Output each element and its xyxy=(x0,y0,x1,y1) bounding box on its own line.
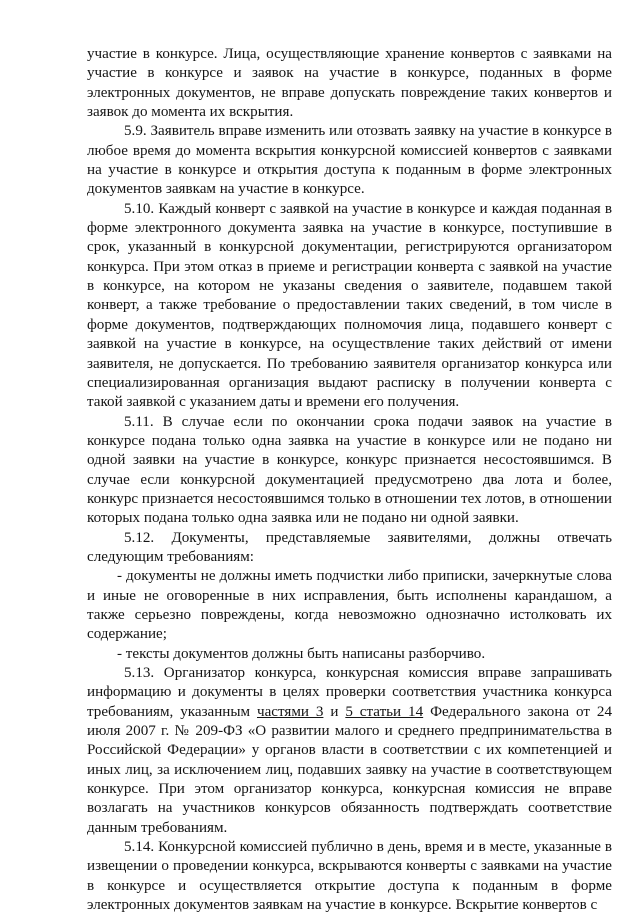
document-page xyxy=(87,45,612,915)
paragraph-continuation: участие в конкурсе. Лица, осуществляющие хранение конвертов с заявками на участие в конкурсе и заявок на участие в конкурсе, поданных в форме электронных документов, не вправе допускать повреждение таких конвертов и заявок до момента их вскрытия. xyxy=(87,46,612,121)
paragraph-5-13 xyxy=(87,664,612,838)
paragraph-5-13-text-before: 5.13. Организатор конкурса, конкурсная комиссия вправе запрашивать информацию и документы в целях проверки соответствия участника конкурса требованиям, указанным xyxy=(87,665,612,720)
requirement-item-2: - тексты документов должны быть написаны разборчиво. xyxy=(117,645,486,662)
paragraph-5-11: 5.11. В случае если по окончании срока подачи заявок на участие в конкурсе подана только одна заявка на участие в конкурсе или не подано ни одной заявки на участие в конкурсе, конкурс признается несостоявшимся. В случае если конкурсной документацией предусмотрено два лота и более, конкурс признается несостоявшимся только в отношении тех лотов, в отношении которых подана только одна заявка или не подано ни одной заявки. xyxy=(87,413,612,527)
paragraph-5-10: 5.10. Каждый конверт с заявкой на участие в конкурсе и каждая поданная в форме электронного документа заявка на участие в конкурсе, поступившие в срок, указанный в конкурсной документации, регистрируются организатором конкурса. При этом отказ в приеме и регистрации конверта с заявкой на участие в конкурсе, на котором не указаны сведения о заявителе, подавшем такой конверт, а также требование о предоставлении таких сведений, в том числе в форме документов, подтверждающих полномочия лица, подавшего конверт с заявкой на участие в конкурсе, на осуществление таких действий от имени заявителя, не допускается. По требованию заявителя организатор конкурса или специализированная организация выдают расписку в получении конверта с такой заявкой с указанием даты и времени его получения. xyxy=(87,200,612,411)
paragraph-5-13-text-after: Федерального закона от 24 июля 2007 г. № 209-ФЗ «О развитии малого и среднего предпринимательства в Российской Федерации» у органов власти в соответствии с их компетенцией и иных лиц, за исключением лиц, подавших заявку на участие в соответствующем конкурсе. При этом организатор конкурса, конкурсная комиссия не вправе возлагать на участников конкурсов обязанность подтверждать соответствие данным требованиям. xyxy=(87,703,612,836)
requirement-item-1: - документы не должны иметь подчистки либо приписки, зачеркнутые слова и иные не оговоренные в них исправления, быть исполнены карандашом, а также серьезно повреждены, когда невозможно однозначно истолковать их содержание; xyxy=(87,568,612,643)
paragraph-5-14: 5.14. Конкурсной комиссией публично в день, время и в месте, указанные в извещении о проведении конкурса, вскрываются конверты с заявками на участие в конкурсе и осуществляется открытие доступа к поданным в форме электронных документов заявкам на участие в конкурсе. Вскрытие конвертов с xyxy=(87,839,612,914)
law-reference-link-article-14[interactable]: 5 статьи 14 xyxy=(345,703,424,720)
law-reference-link-parts-3[interactable]: частями 3 xyxy=(257,703,324,720)
paragraph-5-9: 5.9. Заявитель вправе изменить или отозвать заявку на участие в конкурсе в любое время до момента вскрытия конкурсной комиссией конвертов с заявками на участие в конкурсе и открытия доступа к поданным в форме электронных документов заявкам на участие в конкурсе. xyxy=(87,123,612,198)
paragraph-5-12: 5.12. Документы, представляемые заявителями, должны отвечать следующим требованиям: xyxy=(87,529,612,565)
paragraph-5-13-text-mid: и xyxy=(323,703,346,720)
